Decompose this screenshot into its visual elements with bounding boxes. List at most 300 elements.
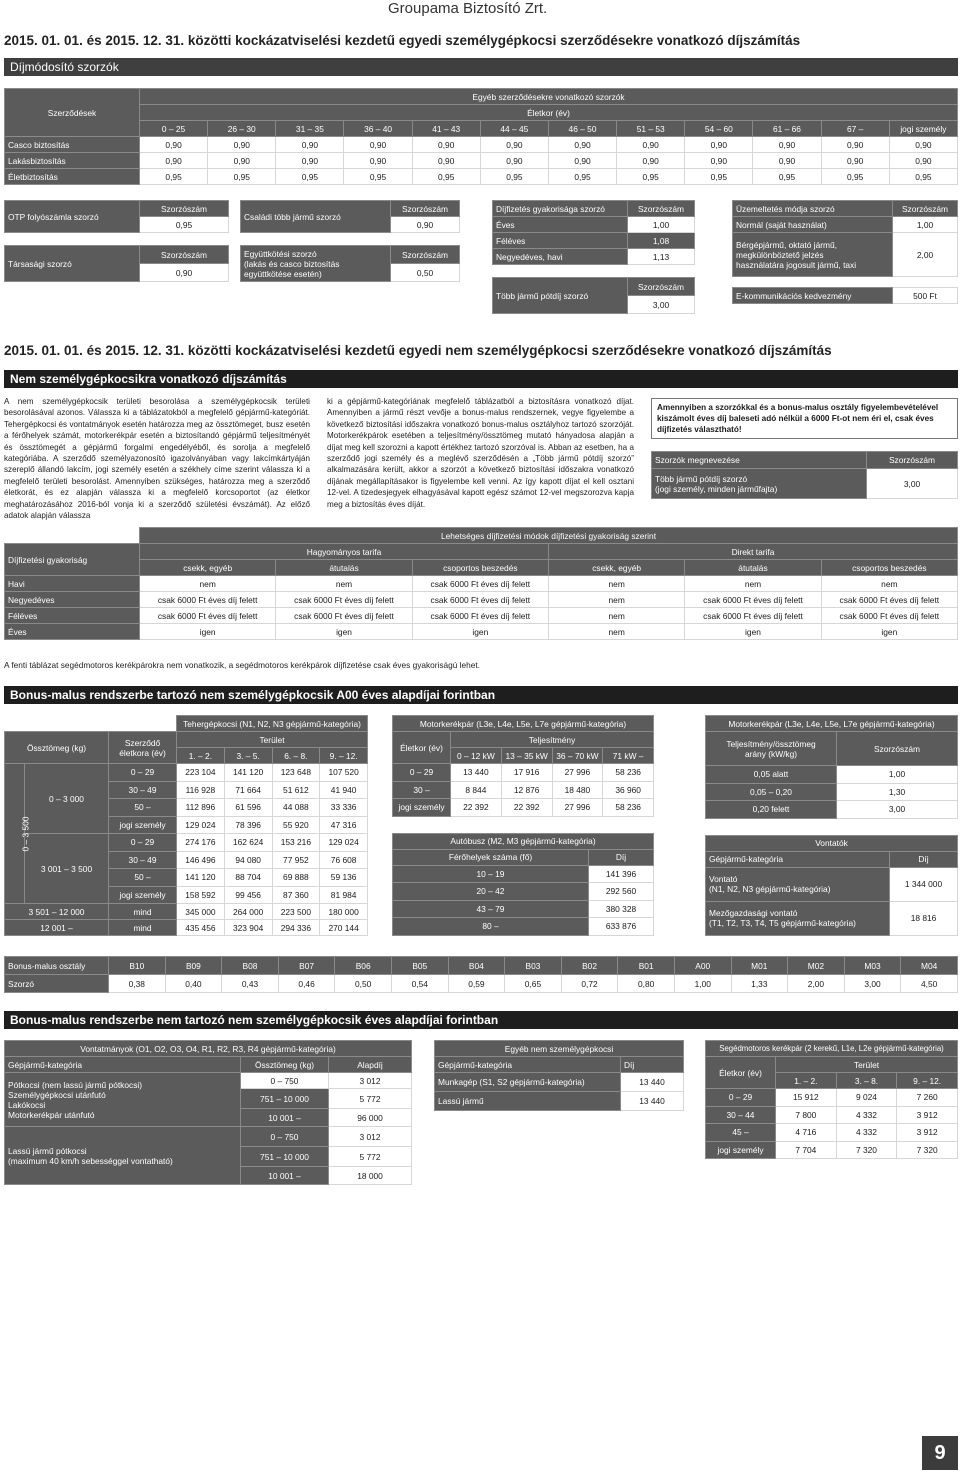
fee-value: 58 236 xyxy=(603,799,654,817)
fee-value: 345 000 xyxy=(177,904,225,920)
table-row xyxy=(5,576,958,592)
bm-class: B03 xyxy=(505,957,562,975)
age-label: 30 – 44 xyxy=(706,1106,776,1124)
fee-value: 76 608 xyxy=(320,851,368,869)
multiplier-value: 0,95 xyxy=(821,169,889,185)
payment-allowed: csak 6000 Ft éves díj felett xyxy=(412,592,548,608)
table-row xyxy=(393,764,654,782)
teljesitmeny-header: Teljesítmény xyxy=(451,732,654,748)
trailer-category: Motorkerékpár utánfutó xyxy=(8,1109,95,1120)
fee-value: 180 000 xyxy=(320,904,368,920)
fee-value: 435 456 xyxy=(177,920,225,936)
bm-multiplier: 1,33 xyxy=(731,975,788,993)
multiplier-value: 0,90 xyxy=(685,153,753,169)
age-label: 0 – 29 xyxy=(393,764,451,782)
band-non-bonus-malus: Bonus-malus rendszerbe nem tartozó nem személygépkocsik éves alapdíjai forintban xyxy=(4,1011,958,1029)
multiplier-value: 0,95 xyxy=(548,169,616,185)
payment-allowed: csak 6000 Ft éves díj felett xyxy=(140,608,276,624)
payment-allowed: igen xyxy=(140,624,276,640)
gepjarmu-kategoria-header: Gépjármű-kategória xyxy=(706,851,890,867)
fee-value: 17 916 xyxy=(501,764,552,782)
payment-allowed: igen xyxy=(821,624,957,640)
szorzok-table xyxy=(651,451,958,499)
multiplier-value: 0,90 xyxy=(276,153,344,169)
multiplier-value: 0,90 xyxy=(208,153,276,169)
fee-value: 69 888 xyxy=(272,869,320,887)
category-label: Lassú jármű xyxy=(435,1092,621,1111)
terulet-col-header: 9. – 12. xyxy=(320,748,368,764)
weight-range-vertical xyxy=(5,764,31,904)
multiplier-value: 0,95 xyxy=(617,169,685,185)
fee-value: 99 456 xyxy=(224,886,272,904)
fee-value: 33 336 xyxy=(320,799,368,817)
eletkor-header: Életkor (év) xyxy=(393,732,451,764)
fee-value: 22 392 xyxy=(501,799,552,817)
mezogazdasagi-row: Mezőgazdasági vontató (T1, T2, T3, T4, T5 gépjármű-kategória) xyxy=(706,901,890,935)
ekom-label: E-kommunikációs kedvezmény xyxy=(733,288,893,304)
dij-header: Díj xyxy=(621,1057,684,1073)
trailer-table xyxy=(4,1040,412,1185)
tobb-jarmu-value: 3,00 xyxy=(628,296,695,314)
trailer-category: Lassú jármű pótkocsi xyxy=(8,1145,87,1156)
fee-value: 27 996 xyxy=(552,764,603,782)
table-row xyxy=(5,834,368,852)
bm-multiplier: 3,00 xyxy=(844,975,901,993)
bm-class: A00 xyxy=(674,957,731,975)
bm-multiplier-header: Szorzó xyxy=(5,975,109,993)
szorzoszam-header: Szorzószám xyxy=(837,732,958,766)
ratio-title: Motorkerékpár (L3e, L4e, L5e, L7e gépjármű-kategória) xyxy=(706,716,958,732)
weight-range-label: 0 – 3 500 xyxy=(20,816,31,851)
payment-allowed: csak 6000 Ft éves díj felett xyxy=(685,608,821,624)
fee-value: 116 928 xyxy=(177,781,225,799)
table-row xyxy=(393,781,654,799)
age-col-header: 26 – 30 xyxy=(208,121,276,137)
bm-multiplier: 1,00 xyxy=(674,975,731,993)
multiplier-value: 0,90 xyxy=(753,137,821,153)
table-row xyxy=(706,1141,958,1159)
bm-class: B09 xyxy=(165,957,222,975)
fee-value: 44 088 xyxy=(272,799,320,817)
normal-label: Normál (saját használat) xyxy=(733,217,893,233)
otp-label: OTP folyószámla szorzó xyxy=(5,201,140,233)
moped-title: Segédmotoros kerékpár (2 kerekű, L1e, L2e gépjármű-kategória) xyxy=(706,1041,958,1057)
band-dijmodosito: Díjmódosító szorzók xyxy=(4,58,958,76)
payment-allowed: csak 6000 Ft éves díj felett xyxy=(140,592,276,608)
terulet-header: Terület xyxy=(177,732,368,748)
bonus-malus-table xyxy=(4,956,958,993)
fee-value: 3 912 xyxy=(897,1124,958,1142)
normal-value: 1,00 xyxy=(893,217,958,233)
table-row xyxy=(5,904,368,920)
band-bonus-malus: Bonus-malus rendszerbe tartozó nem személygépkocsik A00 éves alapdíjai forintban xyxy=(4,686,958,704)
multiplier-value: 1,30 xyxy=(837,783,958,801)
trailer-fee: 18 000 xyxy=(329,1167,412,1185)
age-col-header: 46 – 50 xyxy=(548,121,616,137)
age-label: 45 – xyxy=(706,1124,776,1142)
bm-multiplier: 0,50 xyxy=(335,975,392,993)
szorzoszam-header: Szorzószám xyxy=(391,246,460,264)
other-multipliers-header: Egyéb szerződésekre vonatkozó szorzók xyxy=(140,89,958,105)
freq-label: Féléves xyxy=(5,608,140,624)
power-col-header: 13 – 35 kW xyxy=(501,748,552,764)
payment-allowed: nem xyxy=(140,576,276,592)
payment-allowed: igen xyxy=(276,624,412,640)
other-title: Egyéb nem személygépkocsi xyxy=(435,1041,684,1057)
truck-table xyxy=(4,715,368,936)
bm-multiplier: 0,43 xyxy=(222,975,279,993)
bm-class: M01 xyxy=(731,957,788,975)
feleves-value: 1,08 xyxy=(628,233,695,249)
table-row xyxy=(5,592,958,608)
motorbike-title: Motorkerékpár (L3e, L4e, L5e, L7e gépjármű-kategória) xyxy=(393,716,654,732)
terulet-col-header: 9. – 12. xyxy=(897,1073,958,1089)
modifier-table xyxy=(4,88,958,185)
fee-value: 112 896 xyxy=(177,799,225,817)
table-row xyxy=(5,920,368,936)
power-col-header: 36 – 70 kW xyxy=(552,748,603,764)
table-row xyxy=(5,608,958,624)
fee-value: 380 328 xyxy=(589,900,654,918)
payment-allowed: nem xyxy=(276,576,412,592)
bm-multiplier: 4,50 xyxy=(901,975,958,993)
bm-class: M04 xyxy=(901,957,958,975)
fee-value: 146 496 xyxy=(177,851,225,869)
fee-value: 87 360 xyxy=(272,886,320,904)
payment-modes-table xyxy=(4,527,958,640)
fee-value: 13 440 xyxy=(621,1073,684,1092)
fee-value: 7 800 xyxy=(776,1106,837,1124)
fee-value: 71 664 xyxy=(224,781,272,799)
multiplier-value: 0,90 xyxy=(140,137,208,153)
multiplier-value: 0,90 xyxy=(617,153,685,169)
multiplier-value: 0,95 xyxy=(208,169,276,185)
table-row xyxy=(435,1092,684,1111)
fee-value: 58 236 xyxy=(603,764,654,782)
fee-value: 270 144 xyxy=(320,920,368,936)
mezogazdasagi-value: 18 816 xyxy=(890,901,958,935)
table-row xyxy=(393,883,654,901)
payment-allowed: csak 6000 Ft éves díj felett xyxy=(821,608,957,624)
dij-header: Díj xyxy=(890,851,958,867)
section-title-1: 2015. 01. 01. és 2015. 12. 31. közötti kockázatviselési kezdetű egyedi személygépkocsi szerződésekre vonatkozó díjszámítás xyxy=(4,33,801,48)
bm-class: B05 xyxy=(391,957,448,975)
trailer-category: Személygépkocsi utánfutó xyxy=(8,1089,106,1100)
terulet-header: Terület xyxy=(776,1057,958,1073)
motorbike-table xyxy=(392,715,654,936)
ossztomeg-header: Össztömeg (kg) xyxy=(5,732,109,764)
col-contracts: Szerződések xyxy=(5,89,140,137)
fee-value: 41 940 xyxy=(320,781,368,799)
potkocsi-group xyxy=(5,1073,241,1127)
bm-class: M02 xyxy=(788,957,845,975)
payment-allowed: csak 6000 Ft éves díj felett xyxy=(821,592,957,608)
feleves-label: Féléves xyxy=(493,233,628,249)
trailer-category: (maximum 40 km/h sebességgel vontatható) xyxy=(8,1155,173,1166)
vontatok-title: Vontatók xyxy=(706,835,958,851)
berg-value: 2,00 xyxy=(893,233,958,277)
multiplier-value: 0,90 xyxy=(480,153,548,169)
bm-multiplier: 0,40 xyxy=(165,975,222,993)
fee-value: 12 876 xyxy=(501,781,552,799)
table-row xyxy=(5,153,958,169)
fee-value: 223 500 xyxy=(272,904,320,920)
weight-range-label: 3 001 – 3 500 xyxy=(25,834,109,904)
ekom-value: 500 Ft xyxy=(893,288,958,304)
table-row xyxy=(393,900,654,918)
bm-multiplier: 0,72 xyxy=(561,975,618,993)
terulet-col-header: 1. – 2. xyxy=(177,748,225,764)
fee-value: 141 396 xyxy=(589,865,654,883)
eves-value: 1,00 xyxy=(628,217,695,233)
age-label: 50 – xyxy=(109,799,177,817)
age-col-header: 0 – 25 xyxy=(140,121,208,137)
multiplier-value: 0,90 xyxy=(617,137,685,153)
table-row xyxy=(393,865,654,883)
bm-class: B06 xyxy=(335,957,392,975)
age-label: mind xyxy=(109,920,177,936)
age-label: jogi személy xyxy=(393,799,451,817)
multiplier-value: 0,95 xyxy=(480,169,548,185)
age-col-header: jogi személy xyxy=(889,121,957,137)
terulet-col-header: 6. – 8. xyxy=(272,748,320,764)
multiplier-value: 0,95 xyxy=(685,169,753,185)
multiplier-value: 1,00 xyxy=(837,766,958,784)
age-label: 0 – 29 xyxy=(109,834,177,852)
vontato-row: Vontató (N1, N2, N3 gépjármű-kategória) xyxy=(706,867,890,901)
fee-value: 18 480 xyxy=(552,781,603,799)
fee-value: 7 320 xyxy=(897,1141,958,1159)
multiplier-value: 0,90 xyxy=(548,153,616,169)
fee-value: 223 104 xyxy=(177,764,225,782)
fee-value: 323 904 xyxy=(224,920,272,936)
payment-allowed: csak 6000 Ft éves díj felett xyxy=(276,592,412,608)
otp-value: 0,95 xyxy=(140,217,229,233)
payment-allowed: csak 6000 Ft éves díj felett xyxy=(276,608,412,624)
multiplier-value: 0,90 xyxy=(821,137,889,153)
multiplier-value: 0,95 xyxy=(753,169,821,185)
payment-allowed: nem xyxy=(821,576,957,592)
egyuttkotesi-label: Együttkötési szorzó (lakás és casco biztosítás együttkötése esetén) xyxy=(241,246,391,282)
trailer-category: Pótkocsi (nem lassú jármű pótkocsi) xyxy=(8,1079,143,1090)
age-label: jogi személy xyxy=(109,816,177,834)
table-row xyxy=(393,918,654,936)
weight-range-label: 3 501 – 12 000 xyxy=(5,904,109,920)
payment-allowed: nem xyxy=(685,576,821,592)
fee-value: 7 704 xyxy=(776,1141,837,1159)
age-col-header: 54 – 60 xyxy=(685,121,753,137)
bm-class-header: Bonus-malus osztály xyxy=(5,957,109,975)
fee-value: 94 080 xyxy=(224,851,272,869)
multiplier-value: 0,90 xyxy=(344,153,412,169)
fee-value: 7 260 xyxy=(897,1089,958,1107)
multiplier-value: 0,90 xyxy=(889,153,957,169)
szorzoszam-header: Szorzószám xyxy=(628,278,695,296)
table-row xyxy=(5,764,368,782)
bm-class: B02 xyxy=(561,957,618,975)
szorzoszam-header: Szorzószám xyxy=(140,246,229,264)
szorzok-header: Szorzók megnevezése xyxy=(652,452,867,469)
trailer-weight: 0 – 750 xyxy=(241,1127,329,1147)
weight-range-label: 12 001 – xyxy=(5,920,109,936)
power-col-header: 0 – 12 kW xyxy=(451,748,502,764)
fee-value: 59 136 xyxy=(320,869,368,887)
multiplier-value: 0,90 xyxy=(889,137,957,153)
multiplier-value: 0,90 xyxy=(276,137,344,153)
multiplier-value: 0,90 xyxy=(480,137,548,153)
multiplier-value: 0,90 xyxy=(548,137,616,153)
szorzoszam-header: Szorzószám xyxy=(893,201,958,217)
fee-value: 27 996 xyxy=(552,799,603,817)
uzemeltetes-box xyxy=(732,200,958,304)
age-label: 30 – 49 xyxy=(109,781,177,799)
eletkor-header: Életkor (év) xyxy=(706,1057,776,1089)
freq-label: Éves xyxy=(5,624,140,640)
csaladi-value: 0,90 xyxy=(391,217,460,233)
bm-multiplier: 0,80 xyxy=(618,975,675,993)
fee-value: 8 844 xyxy=(451,781,502,799)
terulet-col-header: 3. – 8. xyxy=(836,1073,897,1089)
trailer-weight: 10 001 – xyxy=(241,1167,329,1185)
multiplier-value: 0,90 xyxy=(412,137,480,153)
tarsasagi-value: 0,90 xyxy=(140,264,229,282)
fee-value: 129 024 xyxy=(320,834,368,852)
traditional-tariff: Hagyományos tarifa xyxy=(140,544,549,560)
csaladi-label: Családi több jármű szorzó xyxy=(241,201,391,233)
age-label: 30 – 49 xyxy=(109,851,177,869)
tobb-jarmu-label: Több jármű pótdíj szorzó xyxy=(493,278,628,314)
szorzoszam-header: Szorzószám xyxy=(867,452,958,469)
payment-method-header: átutalás xyxy=(685,560,821,576)
payment-allowed: csak 6000 Ft éves díj felett xyxy=(412,608,548,624)
bus-title: Autóbusz (M2, M3 gépjármű-kategória) xyxy=(393,833,654,849)
dijfizetes-label: Díjfizetés gyakorisága szorzó xyxy=(493,201,628,217)
trailer-weight: 751 – 10 000 xyxy=(241,1147,329,1167)
fee-value: 158 592 xyxy=(177,886,225,904)
category-label: Munkagép (S1, S2 gépjármű-kategória) xyxy=(435,1073,621,1092)
trailer-weight: 0 – 750 xyxy=(241,1073,329,1089)
table-row xyxy=(706,1089,958,1107)
gepjarmu-kategoria-header: Gépjármű-kategória xyxy=(5,1057,241,1073)
section-title-2: 2015. 01. 01. és 2015. 12. 31. közötti kockázatviselési kezdetű egyedi nem személygépkocsi szerződésekre vonatkozó díjszámítás xyxy=(4,343,832,358)
csaladi-box xyxy=(240,200,460,282)
band-nem-szgk: Nem személygépkocsikra vonatkozó díjszámítás xyxy=(4,370,958,388)
fee-value: 47 316 xyxy=(320,816,368,834)
fee-value: 36 960 xyxy=(603,781,654,799)
payment-allowed: nem xyxy=(548,592,684,608)
fee-value: 13 440 xyxy=(451,764,502,782)
table-row xyxy=(706,801,958,819)
bm-multiplier: 0,46 xyxy=(278,975,335,993)
fee-value: 162 624 xyxy=(224,834,272,852)
seat-range: 10 – 19 xyxy=(393,865,589,883)
age-label: jogi személy xyxy=(109,886,177,904)
payment-method-header: csekk, egyéb xyxy=(548,560,684,576)
payment-allowed: nem xyxy=(548,624,684,640)
szerzodo-eletkora-header: Szerződő életkora (év) xyxy=(109,732,177,764)
fee-value: 4 332 xyxy=(836,1124,897,1142)
trailer-weight: 751 – 10 000 xyxy=(241,1089,329,1109)
age-col-header: 67 – xyxy=(821,121,889,137)
payment-method-header: csoportos beszedés xyxy=(821,560,957,576)
bm-class: M03 xyxy=(844,957,901,975)
row-label: Életbiztosítás xyxy=(5,169,140,185)
fee-value: 7 320 xyxy=(836,1141,897,1159)
payment-method-header: csekk, egyéb xyxy=(140,560,276,576)
fee-value: 61 596 xyxy=(224,799,272,817)
payment-allowed: csak 6000 Ft éves díj felett xyxy=(685,592,821,608)
weight-range-label: 0 – 3 000 xyxy=(25,764,109,834)
age-col-header: 51 – 53 xyxy=(617,121,685,137)
berg-label: Bérgépjármű, oktató jármű, megkülönböztető jelzés használatára jogosult jármű, taxi xyxy=(733,233,893,277)
fee-value: 141 120 xyxy=(177,869,225,887)
age-label: 30 – xyxy=(393,781,451,799)
seat-range: 20 – 42 xyxy=(393,883,589,901)
vontato-value: 1 344 000 xyxy=(890,867,958,901)
power-col-header: 71 kW – xyxy=(603,748,654,764)
fee-value: 123 648 xyxy=(272,764,320,782)
fee-value: 3 912 xyxy=(897,1106,958,1124)
bm-multiplier: 2,00 xyxy=(788,975,845,993)
table-row xyxy=(706,783,958,801)
multiplier-value: 0,95 xyxy=(276,169,344,185)
szorzoszam-header: Szorzószám xyxy=(628,201,695,217)
multiplier-value: 0,90 xyxy=(208,137,276,153)
freq-label: Havi xyxy=(5,576,140,592)
ferohely-header: Férőhelyek száma (fő) xyxy=(393,849,589,865)
trailer-weight: 10 001 – xyxy=(241,1109,329,1127)
age-label: jogi személy xyxy=(706,1141,776,1159)
age-col-header: 31 – 35 xyxy=(276,121,344,137)
trailer-fee: 3 012 xyxy=(329,1073,412,1089)
age-label: 0 – 29 xyxy=(109,764,177,782)
trailer-fee: 5 772 xyxy=(329,1089,412,1109)
table-row xyxy=(393,799,654,817)
fee-value: 4 332 xyxy=(836,1106,897,1124)
fee-value: 141 120 xyxy=(224,764,272,782)
fee-value: 81 984 xyxy=(320,886,368,904)
ratio-label: 0,05 – 0,20 xyxy=(706,783,837,801)
ossztomeg-header: Össztömeg (kg) xyxy=(241,1057,329,1073)
fee-value: 88 704 xyxy=(224,869,272,887)
multiplier-value: 0,95 xyxy=(140,169,208,185)
age-col-header: 36 – 40 xyxy=(344,121,412,137)
seat-range: 80 – xyxy=(393,918,589,936)
multiplier-value: 0,90 xyxy=(753,153,821,169)
seat-range: 43 – 79 xyxy=(393,900,589,918)
fee-value: 78 396 xyxy=(224,816,272,834)
fee-value: 292 560 xyxy=(589,883,654,901)
payment-method-header: átutalás xyxy=(276,560,412,576)
otp-box xyxy=(4,200,229,282)
min-fee-note: Amennyiben a szorzókkal és a bonus-malus osztály figyelembevételével kiszámolt éves díj baleseti adó nélkül a 6000 Ft-ot nem éri el, csak éves díjfizetés választható! xyxy=(651,398,958,439)
company-name: Groupama Biztosító Zrt. xyxy=(388,0,548,17)
bm-multiplier: 0,59 xyxy=(448,975,505,993)
bm-multiplier: 0,65 xyxy=(505,975,562,993)
moped-note: A fenti táblázat segédmotoros kerékpárokra nem vonatkozik, a segédmotoros kerékpárok díjfizetése csak éves gyakoriságú lehet. xyxy=(4,660,480,670)
bm-class: B10 xyxy=(109,957,166,975)
table-row xyxy=(706,1106,958,1124)
multiplier-value: 0,90 xyxy=(140,153,208,169)
age-col-header: 61 – 66 xyxy=(753,121,821,137)
fee-value: 77 952 xyxy=(272,851,320,869)
multiplier-value: 0,95 xyxy=(412,169,480,185)
fee-value: 15 912 xyxy=(776,1089,837,1107)
row-label: Casco biztosítás xyxy=(5,137,140,153)
payment-allowed: igen xyxy=(412,624,548,640)
table-row xyxy=(435,1073,684,1092)
fee-value: 264 000 xyxy=(224,904,272,920)
